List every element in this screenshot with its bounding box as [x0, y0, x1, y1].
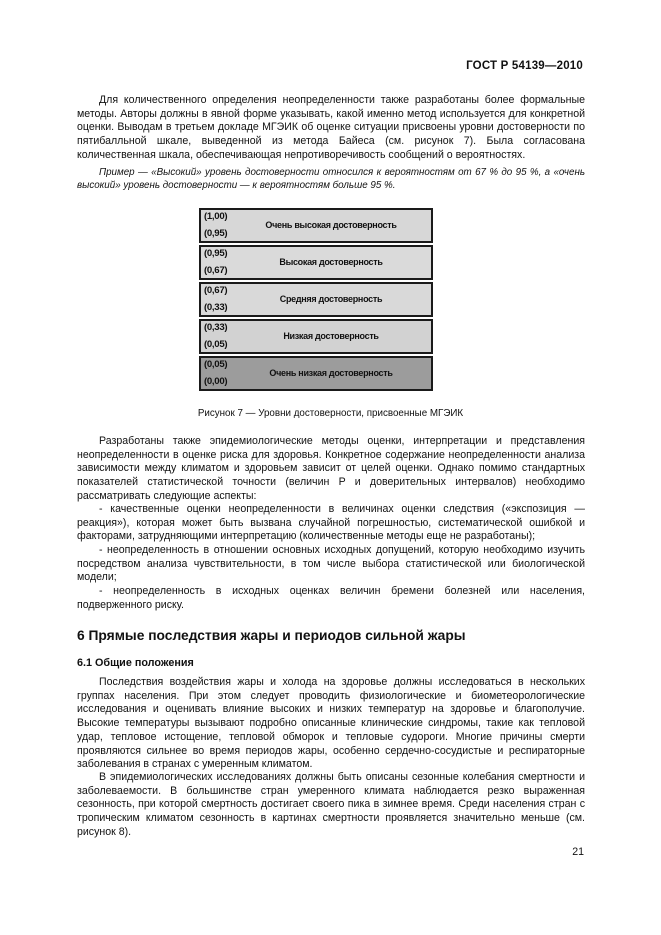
level-lower-bound: (0,33) — [204, 302, 228, 313]
level-label: Очень высокая достоверность — [265, 220, 397, 230]
level-upper-bound: (0,33) — [204, 322, 228, 333]
document-code: ГОСТ Р 54139—2010 — [466, 60, 583, 72]
list-item-assumptions: - неопределенность в отношении основных исходных допущений, которую необходимо изучить посредством анализа чувствительности, в том числе выбора статистической или биологической модели; — [77, 544, 585, 584]
section-title: 6 Прямые последствия жары и периодов сильной жары — [77, 628, 466, 643]
level-upper-bound: (0,67) — [204, 285, 228, 296]
subsection-title: 6.1 Общие положения — [77, 657, 194, 669]
level-label: Средняя достоверность — [279, 294, 383, 304]
level-lower-bound: (0,00) — [204, 376, 228, 387]
list-item-burden: - неопределенность в исходных оценках величин бремени болезней или населения, подверженного риску. — [77, 585, 585, 611]
level-very-low — [199, 356, 433, 391]
level-high — [199, 245, 433, 280]
level-label: Низкая достоверность — [283, 331, 379, 341]
list-item-qualitative: - качественные оценки неопределенности в величинах оценки следствия («экспозиция — реакция»), которая может быть вызвана случайной погрешностью, систематической ошибкой и факторами, затрудняющими интерпретацию (количественные методы еще не разработаны); — [77, 503, 585, 543]
level-medium — [199, 282, 433, 317]
level-upper-bound: (0,05) — [204, 359, 228, 370]
paragraph-seasonality: В эпидемиологических исследованиях должны быть описаны сезонные колебания смертности и заболеваемости. В большинстве стран умеренного климата наблюдается резко выраженная сезонность, при которой смертность достигает своего пика в зимнее время. Среди населения стран с тропическим климатом сезонность в картинах смертности проявляется значительно меньше (см. рисунок 8). — [77, 771, 585, 838]
figure-caption: Рисунок 7 — Уровни достоверности, присвоенные МГЭИК — [197, 408, 464, 419]
paragraph-heat-effects: Последствия воздействия жары и холода на здоровье должны исследоваться в нескольких группах населения. При этом следует проводить физиологические и биометеорологические исследования и оценивать влияние высоких и низких температур на здоровье и благополучие. Высокие температуры вызывают подробно описанные клинические синдромы, такие как тепловой удар, тепловое истощение, тепловой обморок и тепловые судороги. Многие причины смерти проявляются сильнее во время периодов жары, особенно сердечно-сосудистые и респираторные заболевания в странах с умеренным климатом. — [77, 676, 585, 771]
paragraph-epidemiological-methods: Разработаны также эпидемиологические методы оценки, интерпретации и представления неопределенности в оценке риска для здоровья. Конкретное содержание неопределенности анализа зависимости между климатом и здоровьем зависит от целей оценки. Однако помимо стандартных показателей статистической точности (величин P и доверительных интервалов) необходимо рассматривать следующие аспекты: — [77, 435, 585, 502]
level-very-high — [199, 208, 433, 243]
level-upper-bound: (1,00) — [204, 211, 228, 222]
level-low — [199, 319, 433, 354]
example-note: Пример — «Высокий» уровень достоверности относился к вероятностям от 67 % до 95 %, а «очень высокий» уровень достоверности — к вероятностям больше 95 %. — [77, 167, 585, 191]
level-upper-bound: (0,95) — [204, 248, 228, 259]
level-label: Очень низкая достоверность — [269, 368, 393, 378]
level-lower-bound: (0,05) — [204, 339, 228, 350]
page-number: 21 — [572, 846, 584, 858]
paragraph-formal-methods: Для количественного определения неопределенности также разработаны более формальные методы. Авторы должны в явной форме указывать, какой именно метод используется для конкретной оценки. Выводам в третьем докладе МГЭИК об оценке ситуации присвоены уровни достоверности по пятибалльной шкале, выведенной из метода Байеса (см. рисунок 7). Была согласована количественная шкала, обеспечивающая непротиворечивость сообщений о вероятностях. — [77, 94, 585, 161]
level-lower-bound: (0,95) — [204, 228, 228, 239]
level-label: Высокая достоверность — [279, 257, 383, 267]
level-lower-bound: (0,67) — [204, 265, 228, 276]
